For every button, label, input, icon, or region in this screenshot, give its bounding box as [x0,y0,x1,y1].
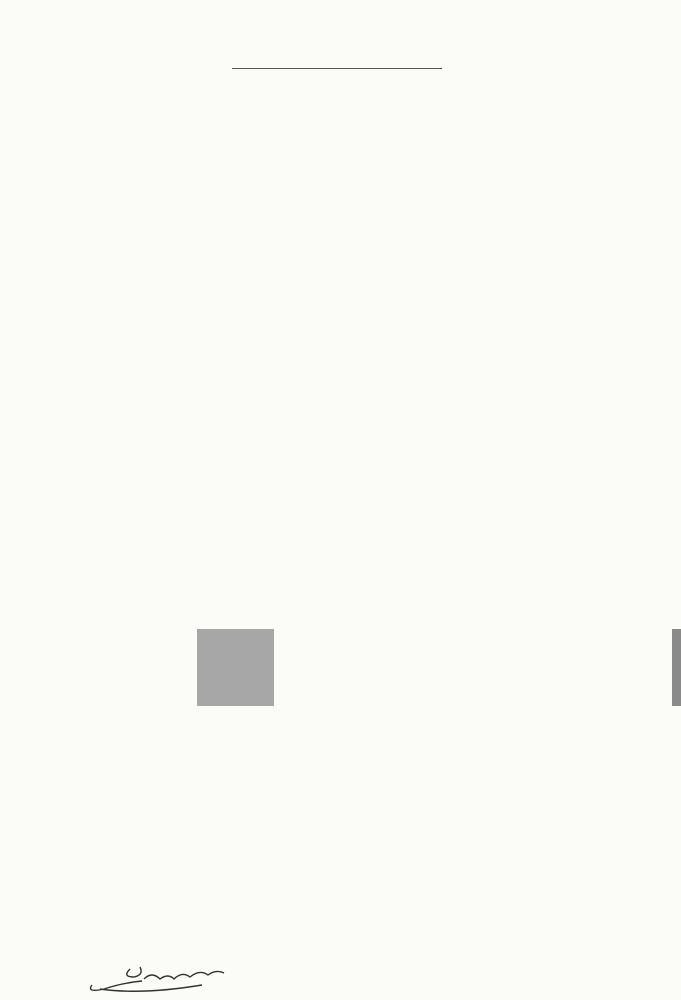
signature-image [82,955,252,997]
scan-edge-mark [672,629,681,706]
redaction-box [197,629,274,706]
